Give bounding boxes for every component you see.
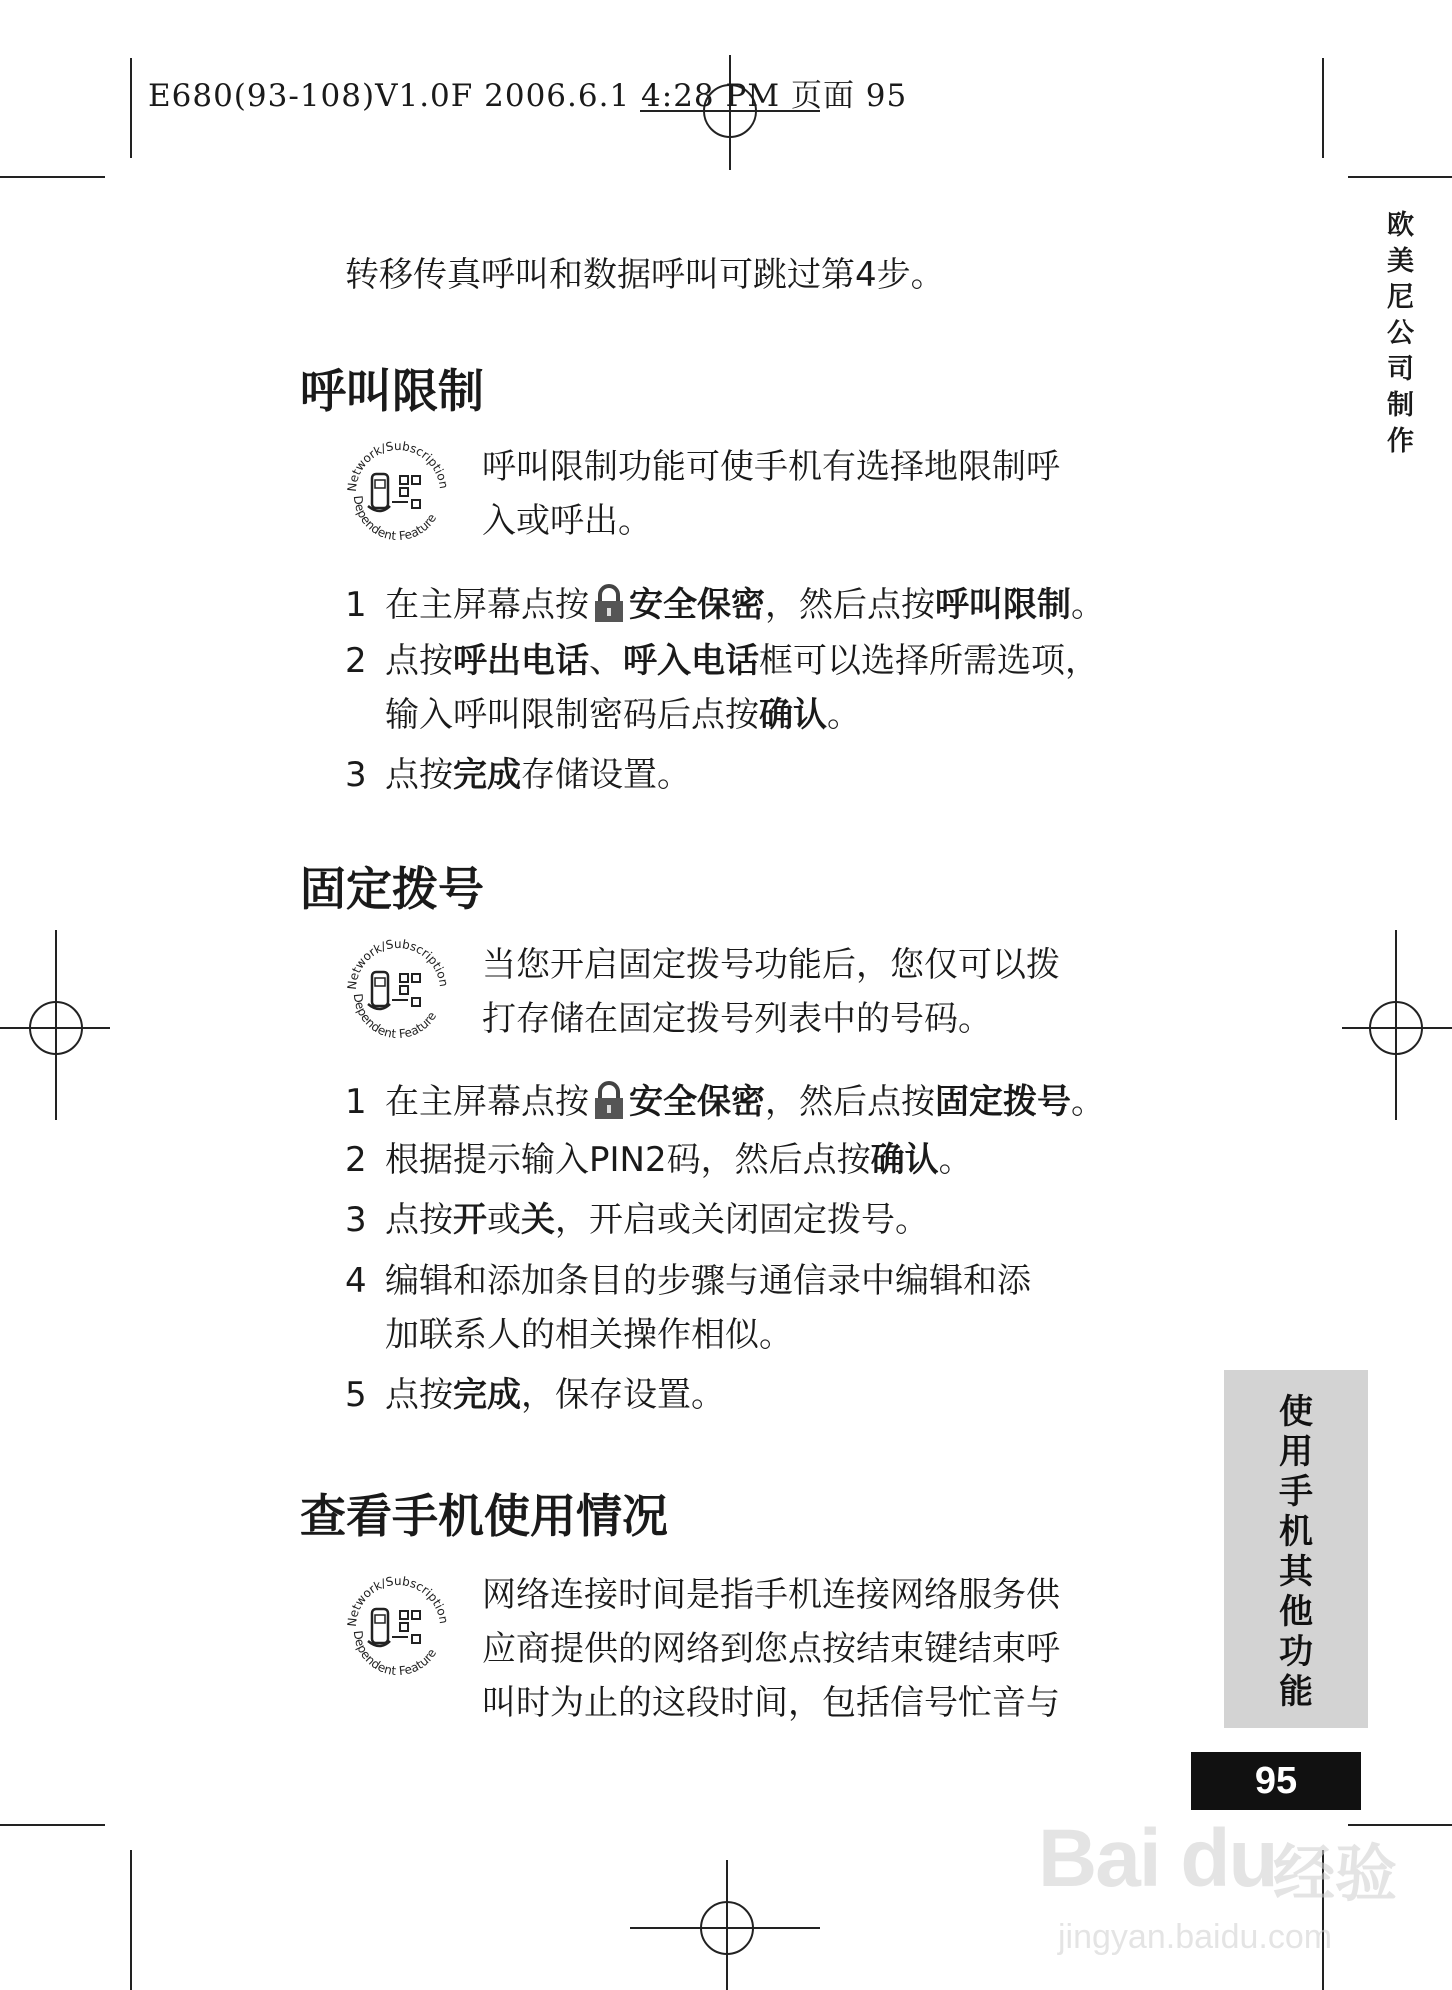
step-number: 3 (345, 1200, 367, 1240)
note-line: 打存储在固定拨号列表中的号码。 (482, 999, 992, 1039)
svg-text:Network/Subscription: Network/Subscription (344, 438, 451, 493)
network-subscription-feature-icon (338, 1565, 458, 1685)
step-number: 3 (345, 755, 367, 795)
publisher-char: 作 (1387, 426, 1414, 457)
svg-text:Network/Subscription: Network/Subscription (344, 936, 451, 991)
option-done: 完成 (453, 755, 521, 795)
publisher-char: 公 (1387, 318, 1414, 349)
chapter-tab (1224, 1370, 1368, 1728)
chapter-tab-char: 其 (1279, 1552, 1313, 1592)
feature-note (482, 938, 1192, 1046)
section-title-usage: 查看手机使用情况 (300, 1489, 668, 1543)
step-number: 1 (345, 1082, 367, 1122)
note-line: 当您开启固定拨号功能后，您仅可以拨 (482, 945, 1060, 985)
registration-mark-left (0, 930, 110, 1120)
chapter-tab-char: 用 (1279, 1432, 1313, 1472)
print-header: E680(93-108)V1.0F 2006.6.1 4:28 PM 页面 95 (148, 78, 908, 114)
step-number: 4 (345, 1261, 367, 1301)
svg-text:Network/Subscription: Network/Subscription (344, 1573, 451, 1628)
chapter-tab-char: 他 (1279, 1592, 1313, 1632)
note-line: 叫时为止的这段时间，包括信号忙音与 (482, 1683, 1060, 1723)
page-number: 95 (1191, 1752, 1361, 1810)
feature-note (482, 1568, 1192, 1730)
registration-mark-bottom (630, 1860, 820, 1990)
security-lock-icon (591, 582, 627, 624)
baidu-watermark (1008, 1802, 1448, 1982)
step-number: 5 (345, 1375, 367, 1415)
chapter-tab-char: 手 (1279, 1472, 1313, 1512)
step-number: 2 (345, 1140, 367, 1180)
menu-security: 安全保密 (629, 1082, 765, 1122)
svg-text:Dependent Feature: Dependent Feature (350, 992, 440, 1042)
step-text: 点按完成，保存设置。 (385, 1375, 725, 1415)
step-text: 根据提示输入PIN2码，然后点按确认。 (385, 1140, 973, 1180)
watermark-logo-cn: 经验 (1273, 1837, 1398, 1910)
feature-note (482, 440, 1192, 548)
publisher-note (1387, 208, 1414, 460)
menu-fixed-dialing: 固定拨号 (935, 1082, 1071, 1122)
step-number: 2 (345, 641, 367, 681)
security-lock-icon (591, 1079, 627, 1121)
network-subscription-feature-icon (338, 928, 458, 1048)
crop-mark (1348, 176, 1452, 178)
publisher-char: 欧 (1387, 210, 1414, 241)
watermark-url: jingyan.baidu.com (1058, 1918, 1333, 1956)
option-confirm: 确认 (759, 695, 827, 735)
chapter-tab-char: 机 (1279, 1512, 1313, 1552)
network-subscription-feature-icon (338, 430, 458, 550)
crop-mark (0, 1824, 105, 1826)
step-text: 点按完成存储设置。 (385, 755, 691, 795)
option-off: 关 (521, 1200, 555, 1240)
option-done: 完成 (453, 1375, 521, 1415)
publisher-char: 司 (1387, 354, 1414, 385)
crop-mark (130, 58, 132, 158)
note-line: 网络连接时间是指手机连接网络服务供 (482, 1575, 1060, 1615)
registration-mark-right (1342, 930, 1452, 1120)
option-outgoing: 呼出电话 (453, 641, 589, 681)
section-title-call-barring: 呼叫限制 (300, 364, 484, 418)
watermark-logo: Bai du (1038, 1813, 1277, 1904)
chapter-tab-char: 能 (1279, 1672, 1313, 1712)
crop-mark (1322, 58, 1324, 158)
publisher-char: 制 (1387, 390, 1414, 421)
step-text: 点按呼出电话、呼入电话框可以选择所需选项， 输入呼叫限制密码后点按确认。 (385, 641, 1099, 735)
intro-line: 转移传真呼叫和数据呼叫可跳过第4步。 (345, 255, 945, 295)
svg-text:Dependent Feature: Dependent Feature (350, 1629, 440, 1679)
note-line: 入或呼出。 (482, 501, 652, 541)
option-confirm: 确认 (870, 1140, 939, 1180)
chapter-tab-char: 功 (1279, 1632, 1313, 1672)
step-text: 编辑和添加条目的步骤与通信录中编辑和添 加联系人的相关操作相似。 (385, 1261, 1031, 1355)
step-text: 点按开或关，开启或关闭固定拨号。 (385, 1200, 929, 1240)
publisher-char: 美 (1387, 246, 1414, 277)
step-text: 在主屏幕点按 安全保密，然后点按呼叫限制。 (385, 578, 1105, 632)
menu-call-barring: 呼叫限制 (935, 585, 1071, 625)
chapter-tab-char: 使 (1279, 1392, 1313, 1432)
publisher-char: 尼 (1387, 282, 1414, 313)
note-line: 应商提供的网络到您点按结束键结束呼 (482, 1629, 1060, 1669)
step-text: 在主屏幕点按 安全保密，然后点按固定拨号。 (385, 1075, 1105, 1129)
option-on: 开 (453, 1200, 487, 1240)
section-title-fixed-dialing: 固定拨号 (300, 862, 484, 916)
option-incoming: 呼入电话 (623, 641, 759, 681)
note-line: 呼叫限制功能可使手机有选择地限制呼 (482, 447, 1060, 487)
crop-mark (130, 1850, 132, 1990)
menu-security: 安全保密 (629, 585, 765, 625)
svg-text:Dependent Feature: Dependent Feature (350, 494, 440, 544)
step-number: 1 (345, 585, 367, 625)
crop-mark (0, 176, 105, 178)
